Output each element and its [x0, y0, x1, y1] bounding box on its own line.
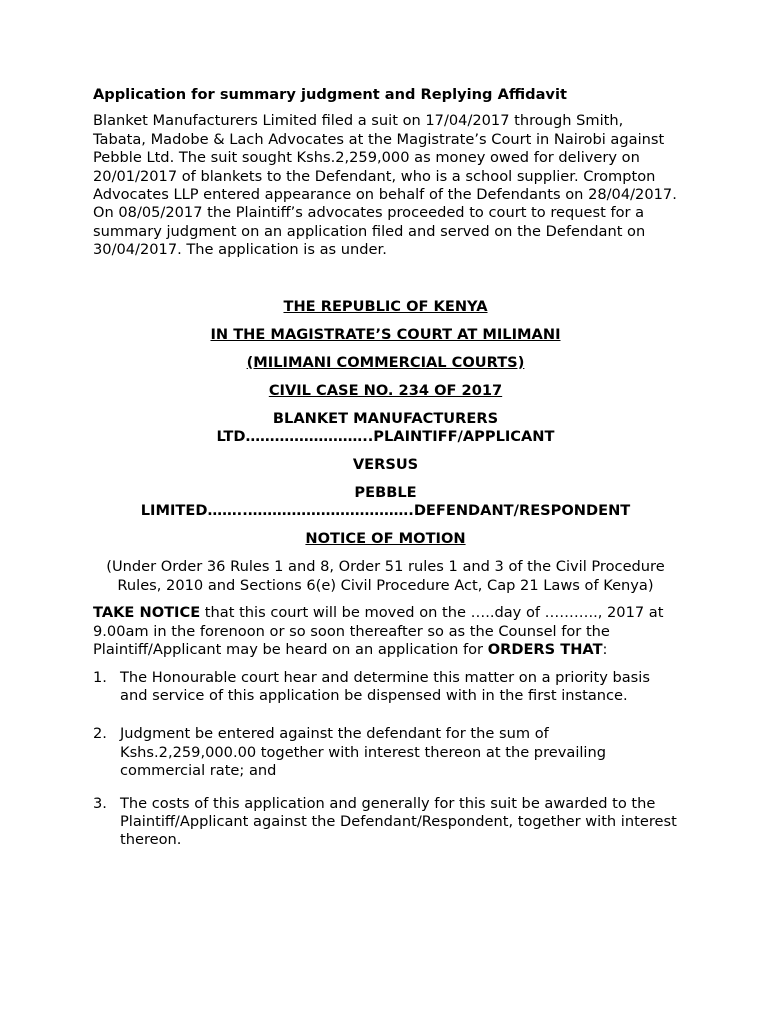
orders-list	[93, 669, 678, 850]
order-text: The costs of this application and generally for this suit be awarded to the Plaintiff/Applicant against the Defendant/Respondent, together with interest thereon.	[120, 794, 677, 849]
defendant-party	[93, 484, 678, 521]
defendant-name: PEBBLE	[354, 484, 417, 502]
plaintiff-name: BLANKET MANUFACTURERS	[272, 409, 499, 427]
court-title: IN THE MAGISTRATE’S COURT AT MILIMANI	[210, 325, 561, 343]
document-heading: Application for summary judgment and Replying Affidavit	[93, 86, 567, 103]
list-item	[93, 795, 678, 850]
take-notice-tail: :	[602, 641, 608, 659]
list-item	[93, 669, 678, 706]
rules-citation: (Under Order 36 Rules 1 and 8, Order 51 rules 1 and 3 of the Civil Procedure Rules, 2010 and Sections 6(e) Civil Procedure Act, Cap 21 Laws of Kenya)	[106, 558, 665, 594]
document-page	[93, 86, 678, 850]
court-division: (MILIMANI COMMERCIAL COURTS)	[246, 353, 525, 371]
plaintiff-role: LTD……………………..PLAINTIFF/APPLICANT	[216, 428, 555, 446]
take-notice-lead: TAKE NOTICE	[93, 604, 201, 622]
intro-paragraph: Blanket Manufacturers Limited filed a suit on 17/04/2017 through Smith, Tabata, Madobe & Lach Advocates at the Magistrate’s Court in Nairobi against Pebble Ltd. The suit sought Kshs.2,259,000 as money owed for delivery on 20/01/2017 of blankets to the Defendant, who is a school supplier. Crompton Advocates LLP entered appearance on behalf of the Defendants on 28/04/2017. On 08/05/2017 the Plaintiff’s advocates proceeded to court to request for a summary judgment on an application filed and served on the Defendant on 30/04/2017. The application is as under.	[93, 112, 677, 259]
take-notice-paragraph	[93, 604, 678, 659]
republic-title: THE REPUBLIC OF KENYA	[283, 297, 488, 315]
motion-title: NOTICE OF MOTION	[305, 530, 466, 548]
order-number: 1.	[93, 668, 107, 686]
order-number: 3.	[93, 794, 107, 812]
plaintiff-party	[93, 410, 678, 447]
orders-that-label: ORDERS THAT	[487, 641, 603, 659]
defendant-role: LIMITED……..…………………………….DEFENDANT/RESPONDENT	[140, 502, 631, 520]
list-item	[93, 725, 678, 780]
order-text: Judgment be entered against the defendant for the sum of Kshs.2,259,000.00 together with interest thereon at the prevailing commercial rate; and	[120, 725, 606, 780]
case-caption	[93, 298, 678, 549]
order-text: The Honourable court hear and determine this matter on a priority basis and service of this application be dispensed with in the first instance.	[120, 668, 650, 704]
versus-label: VERSUS	[352, 456, 419, 474]
case-number: CIVIL CASE NO. 234 OF 2017	[268, 381, 503, 399]
order-number: 2.	[93, 725, 107, 743]
take-notice-body: that this court will be moved on the …..day of ……….., 2017 at 9.00am in the forenoon or so soon thereafter so as the Counsel for the Plaintiff/Applicant may be heard on an application for	[93, 604, 664, 659]
